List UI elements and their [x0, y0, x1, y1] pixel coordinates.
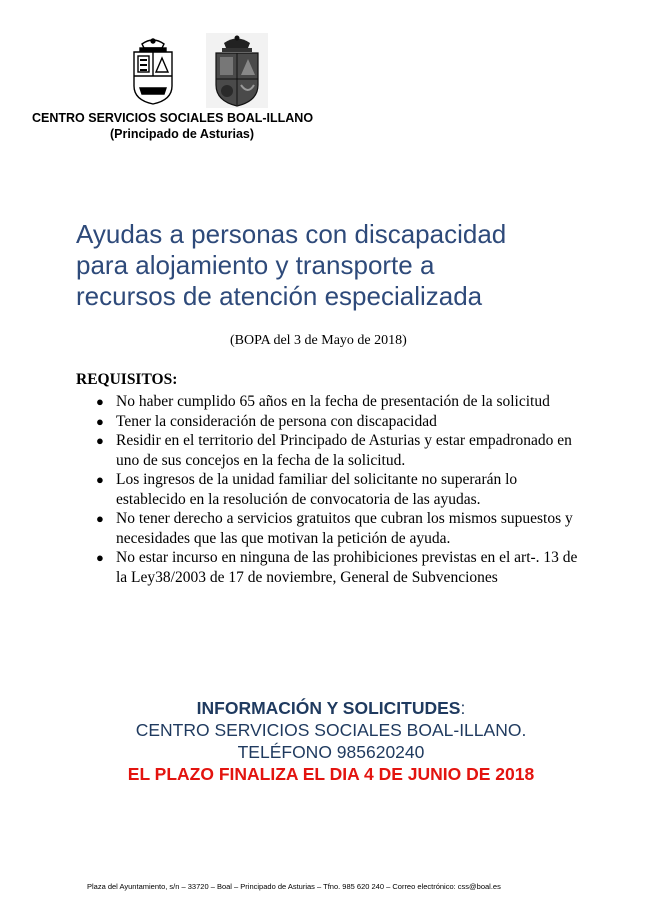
bopa-reference: (BOPA del 3 de Mayo de 2018): [230, 333, 407, 348]
organization-region: (Principado de Asturias): [110, 127, 255, 141]
requirement-text: No haber cumplido 65 años en la fecha de presentación de la solicitud: [116, 393, 550, 410]
document-title: [76, 219, 616, 312]
list-item: [96, 392, 586, 412]
title-line: recursos de atención especializada: [76, 281, 483, 311]
list-item: [96, 431, 586, 470]
title-line: Ayudas a personas con discapacidad: [76, 219, 507, 249]
information-heading-text: INFORMACIÓN Y SOLICITUDES: [196, 698, 461, 718]
bullet-icon: ●: [96, 550, 104, 565]
bullet-icon: ●: [96, 394, 104, 409]
requirement-text: Los ingresos de la unidad familiar del solicitante no superarán lo establecido en la resolución de convocatoria de las ayudas.: [116, 471, 518, 508]
list-item: [96, 412, 586, 432]
organization-name: CENTRO SERVICIOS SOCIALES BOAL-ILLANO: [32, 111, 314, 125]
bullet-icon: ●: [96, 433, 104, 448]
heading-colon: :: [460, 698, 466, 718]
el-franco-coat-of-arms-icon: [206, 33, 268, 108]
bullet-icon: ●: [96, 413, 104, 429]
deadline-notice: EL PLAZO FINALIZA EL DIA 4 DE JUNIO DE 2018: [127, 764, 535, 784]
information-block: [40, 697, 622, 785]
requirement-text: No estar incurso en ninguna de las prohibiciones previstas en el art-. 13 de la Ley38/2003 de 17 de noviembre, General de Subvenciones: [116, 549, 578, 586]
center-name: CENTRO SERVICIOS SOCIALES BOAL-ILLANO.: [135, 720, 527, 740]
bullet-icon: ●: [96, 472, 104, 487]
footer-address: Plaza del Ayuntamiento, s/n – 33720 – Boal – Principado de Asturias – Tfno. 985 620 240 – Correo electrónico: css@boal.es: [87, 882, 501, 891]
requirement-text: No tener derecho a servicios gratuitos que cubran los mismos supuestos y necesidades que las que motivan la petición de ayuda.: [116, 510, 573, 547]
boal-coat-of-arms-icon: [128, 36, 178, 106]
bullet-icon: ●: [96, 511, 104, 526]
requirement-text: Residir en el territorio del Principado de Asturias y estar empadronado en uno de sus concejos en la fecha de la solicitud.: [116, 432, 572, 469]
requirement-text: Tener la consideración de persona con discapacidad: [116, 412, 437, 430]
requirements-heading: REQUISITOS:: [76, 371, 178, 388]
title-line: para alojamiento y transporte a: [76, 250, 435, 280]
list-item: [96, 548, 586, 587]
list-item: [96, 470, 586, 509]
list-item: [96, 509, 586, 548]
requirements-list: [96, 392, 586, 587]
information-heading: [40, 697, 622, 719]
phone-number: TELÉFONO 985620240: [237, 742, 425, 762]
